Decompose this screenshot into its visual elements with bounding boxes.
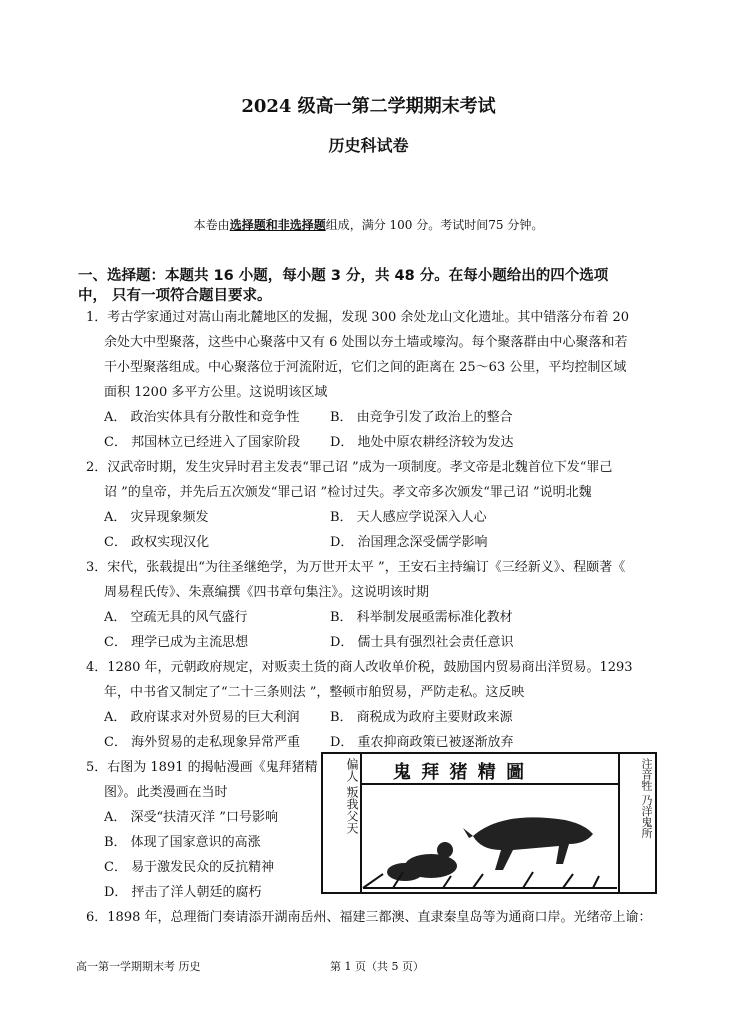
question-1-option-b[interactable]: B． 由竞争引发了政治上的整合: [330, 410, 513, 425]
question-2-line1: 2．汉武帝时期，发生灾异时君主发表“罪己诏 ”成为一项制度。孝文帝是北魏首位下发“罪己: [86, 460, 613, 475]
question-3-option-b[interactable]: B． 科举制发展亟需标准化教材: [330, 610, 513, 625]
footer-left: 高一第一学期期末考 历史: [76, 960, 201, 973]
question-1-line2: 余处大中型聚落，这些中心聚落中又有 6 处围以夯土墙或壕沟。每个聚落群由中心聚落和若: [104, 335, 628, 350]
question-2-option-a[interactable]: A． 灾异现象频发: [104, 510, 209, 525]
question-5-option-d[interactable]: D． 抨击了洋人朝廷的腐朽: [104, 885, 262, 900]
intro-pre: 本卷由: [193, 218, 230, 232]
question-1-line1: 1．考古学家通过对嵩山南北麓地区的发掘，发现 300 余处龙山文化遗址。其中错落分布着 20: [86, 310, 630, 325]
question-1-line3: 干小型聚落组成。中心聚落位于河流附近，它们之间的距离在 25～63 公里，平均控制区域: [104, 360, 627, 375]
cartoon-left-col2: 叛我父天: [345, 785, 359, 834]
question-5-option-a[interactable]: A． 深受“扶清灭洋 ”口号影响: [104, 810, 278, 825]
question-6-line1: 6．1898 年，总理衙门奏请添开湖南岳州、福建三都澳、直隶秦皇岛等为通商口岸。光绪帝上谕：: [86, 910, 652, 925]
question-3-option-d[interactable]: D． 儒士具有强烈社会责任意识: [330, 635, 514, 650]
question-2-line2: 诏 ”的皇帝，并先后五次颁发“罪己诏 ”检讨过失。孝文帝多次颁发“罪己诏 ”说明北魏: [104, 485, 592, 500]
question-4-option-b[interactable]: B． 商税成为政府主要财政来源: [330, 710, 513, 725]
footer-page-number: 第 1 页（共 5 页）: [330, 960, 424, 973]
exam-intro: [0, 216, 737, 233]
question-4-option-a[interactable]: A． 政府谋求对外贸易的巨大利润: [104, 710, 300, 725]
question-5-option-c[interactable]: C． 易于激发民众的反抗精神: [104, 860, 275, 875]
question-4-line1: 4．1280 年，元朝政府规定，对贩卖土货的商人改收单价税，鼓励国内贸易商出洋贸易。1293: [86, 660, 633, 675]
cartoon-left-col1: 偏人: [345, 758, 359, 782]
question-5-line1: 5．右图为 1891 的揭帖漫画《鬼拜猪精: [86, 760, 318, 775]
cartoon-image: [321, 752, 657, 894]
question-1-option-a[interactable]: A． 政治实体具有分散性和竞争性: [104, 410, 300, 425]
question-3-option-c[interactable]: C． 理学已成为主流思想: [104, 635, 249, 650]
question-3-option-a[interactable]: A． 空疏无具的风气盛行: [104, 610, 248, 625]
question-1-option-c[interactable]: C． 邦国林立已经进入了国家阶段: [104, 435, 301, 450]
exam-title: 2024 级高一第二学期期末考试: [241, 96, 496, 117]
cartoon-right-text: [623, 758, 653, 839]
cartoon-title: 鬼 拜 猪 精 圖: [393, 762, 527, 783]
exam-subtitle: 历史科试卷: [328, 136, 409, 155]
question-4-option-c[interactable]: C． 海外贸易的走私现象异常严重: [104, 735, 301, 750]
question-2-option-c[interactable]: C． 政权实现汉化: [104, 535, 210, 550]
question-4-line2: 年，中书省又制定了“二十三条则法 ”，整顿市舶贸易，严防走私。这反映: [104, 685, 525, 700]
question-1-option-d[interactable]: D． 地处中原农耕经济较为发达: [330, 435, 514, 450]
question-4-option-d[interactable]: D． 重农抑商政策已被逐渐放弃: [330, 735, 514, 750]
question-2-option-d[interactable]: D． 治国理念深受儒学影响: [330, 535, 488, 550]
cartoon-left-text: [329, 758, 359, 834]
question-3-line2: 周易程氏传》、朱熹编撰《四书章句集注》。这说明该时期: [104, 585, 430, 600]
cartoon-right-col1: 注音牲: [640, 758, 653, 791]
section-heading-line1: 一、选择题：本题共 16 小题，每小题 3 分，共 48 分。在每小题给出的四个选项: [78, 268, 609, 284]
question-5-option-b[interactable]: B． 体现了国家意识的高涨: [104, 835, 261, 850]
intro-emphasis: 选择题和非选择题: [229, 218, 326, 232]
question-2-option-b[interactable]: B． 天人感应学说深入人心: [330, 510, 487, 525]
cartoon-right-col2: 乃洋鬼所: [640, 794, 653, 839]
intro-post: 组成，满分 100 分。考试时间75 分钟。: [325, 218, 544, 232]
question-1-line4: 面积 1200 多平方公里。这说明该区域: [104, 385, 328, 400]
question-3-line1: 3．宋代，张载提出“为往圣继绝学，为万世开太平 ”，王安石主持编订《三经新义》、程颐著《: [86, 560, 626, 575]
question-5-line2: 图》。此类漫画在当时: [104, 785, 228, 800]
section-heading-line2: 中， 只有一项符合题目要求。: [78, 288, 272, 304]
